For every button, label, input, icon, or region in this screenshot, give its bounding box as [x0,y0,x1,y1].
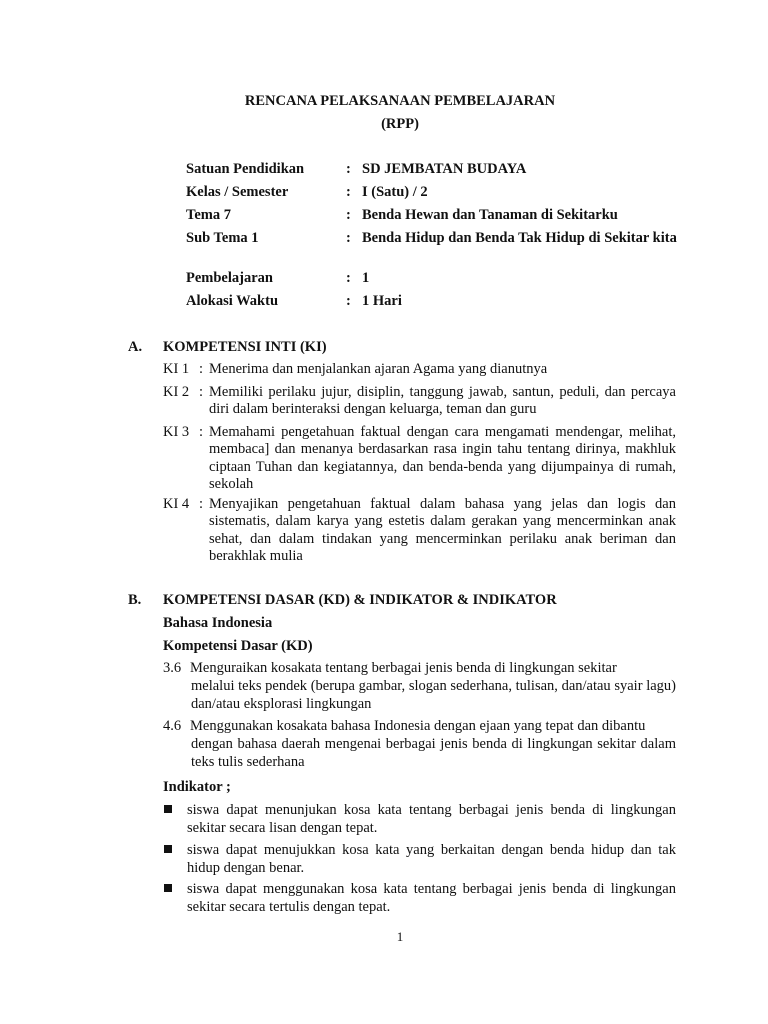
ki-text: Memahami pengetahuan faktual dengan cara mengamati mendengar, melihat, membaca] dan menanya berdasarkan rasa ingin tahu tentang dirinya, makhluk ciptaan Tuhan dan kegiatannya, dan benda-benda yang dijumpainya di rumah, sekolah [209,424,676,492]
info-colon: : [346,270,351,286]
ki-code: KI 3 [163,424,190,440]
section-a-title: KOMPETENSI INTI (KI) [163,339,327,355]
document-subtitle: (RPP) [381,116,419,132]
kd-item-4-6 [163,718,676,771]
document-title: RENCANA PELAKSANAAN PEMBELAJARAN [244,93,556,109]
ki-colon: : [199,424,204,440]
info-value: 1 [362,270,370,286]
indicator-text: siswa dapat menunjukan kosa kata tentang berbagai jenis benda di lingkungan sekitar secara lisan dengan tepat. [187,802,676,836]
ki-colon: : [199,496,204,512]
info-value: Benda Hewan dan Tanaman di Sekitarku [362,207,618,223]
square-bullet-icon [164,805,172,813]
section-b-title: KOMPETENSI DASAR (KD) & INDIKATOR & INDIKATOR [163,592,557,608]
info-label: Pembelajaran [186,270,273,286]
page-number: 1 [396,929,404,944]
indicator-heading: Indikator ; [163,779,231,795]
ki-colon: : [199,361,204,377]
info-label: Sub Tema 1 [186,230,259,246]
kd-first-line [163,718,676,736]
ki-text: Menerima dan menjalankan ajaran Agama yang dianutnya [209,361,548,377]
ki-code: KI 1 [163,361,190,377]
kd-first-line [163,660,676,678]
ki-code: KI 4 [163,496,190,512]
info-colon: : [346,207,351,223]
info-label: Satuan Pendidikan [186,161,305,177]
info-colon: : [346,161,351,177]
kd-continuation: dengan bahasa daerah mengenai berbagai jenis benda di lingkungan sekitar dalam teks tulis sederhana [191,735,676,770]
info-colon: : [346,184,351,200]
kd-item-3-6 [163,660,676,713]
square-bullet-icon [164,884,172,892]
subject-heading: Bahasa Indonesia [163,615,273,631]
ki-text: Memiliki perilaku jujur, disiplin, tanggung jawab, santun, peduli, dan percaya diri dalam berinteraksi dengan keluarga, teman dan guru [209,384,676,418]
ki-colon: : [199,384,204,400]
info-colon: : [346,230,351,246]
info-label: Kelas / Semester [186,184,289,200]
section-a-marker: A. [128,339,143,355]
kd-first-text: Menggunakan kosakata bahasa Indonesia dengan ejaan yang tepat dan dibantu [190,718,646,734]
section-b-marker: B. [128,592,142,608]
info-value: Benda Hidup dan Benda Tak Hidup di Sekitar kita [362,230,677,246]
info-value: SD JEMBATAN BUDAYA [362,161,527,177]
kd-number: 3.6 [163,660,182,676]
indicator-text: siswa dapat menujukkan kosa kata yang berkaitan dengan benda hidup dan tak hidup dengan benar. [187,842,676,876]
info-value: 1 Hari [362,293,402,309]
kd-continuation: melalui teks pendek (berupa gambar, slogan sederhana, tulisan, dan/atau syair lagu) dan/atau eksplorasi lingkungan [191,677,676,712]
ki-code: KI 2 [163,384,190,400]
ki-text: Menyajikan pengetahuan faktual dalam bahasa yang jelas dan logis dan sistematis, dalam karya yang estetis dalam gerakan yang mencerminkan anak sehat, dan dalam tindakan yang mencerminkan perilaku anak beriman dan berakhlak mulia [209,496,676,564]
kd-first-text: Menguraikan kosakata tentang berbagai jenis benda di lingkungan sekitar [190,660,617,676]
info-label: Tema 7 [186,207,231,223]
kd-number: 4.6 [163,718,182,734]
info-value: I (Satu) / 2 [362,184,428,200]
square-bullet-icon [164,845,172,853]
info-label: Alokasi Waktu [186,293,279,309]
kd-heading: Kompetensi Dasar (KD) [163,638,313,654]
info-colon: : [346,293,351,309]
indicator-text: siswa dapat menggunakan kosa kata tentang berbagai jenis benda di lingkungan sekitar secara tertulis dengan tepat. [187,881,676,915]
